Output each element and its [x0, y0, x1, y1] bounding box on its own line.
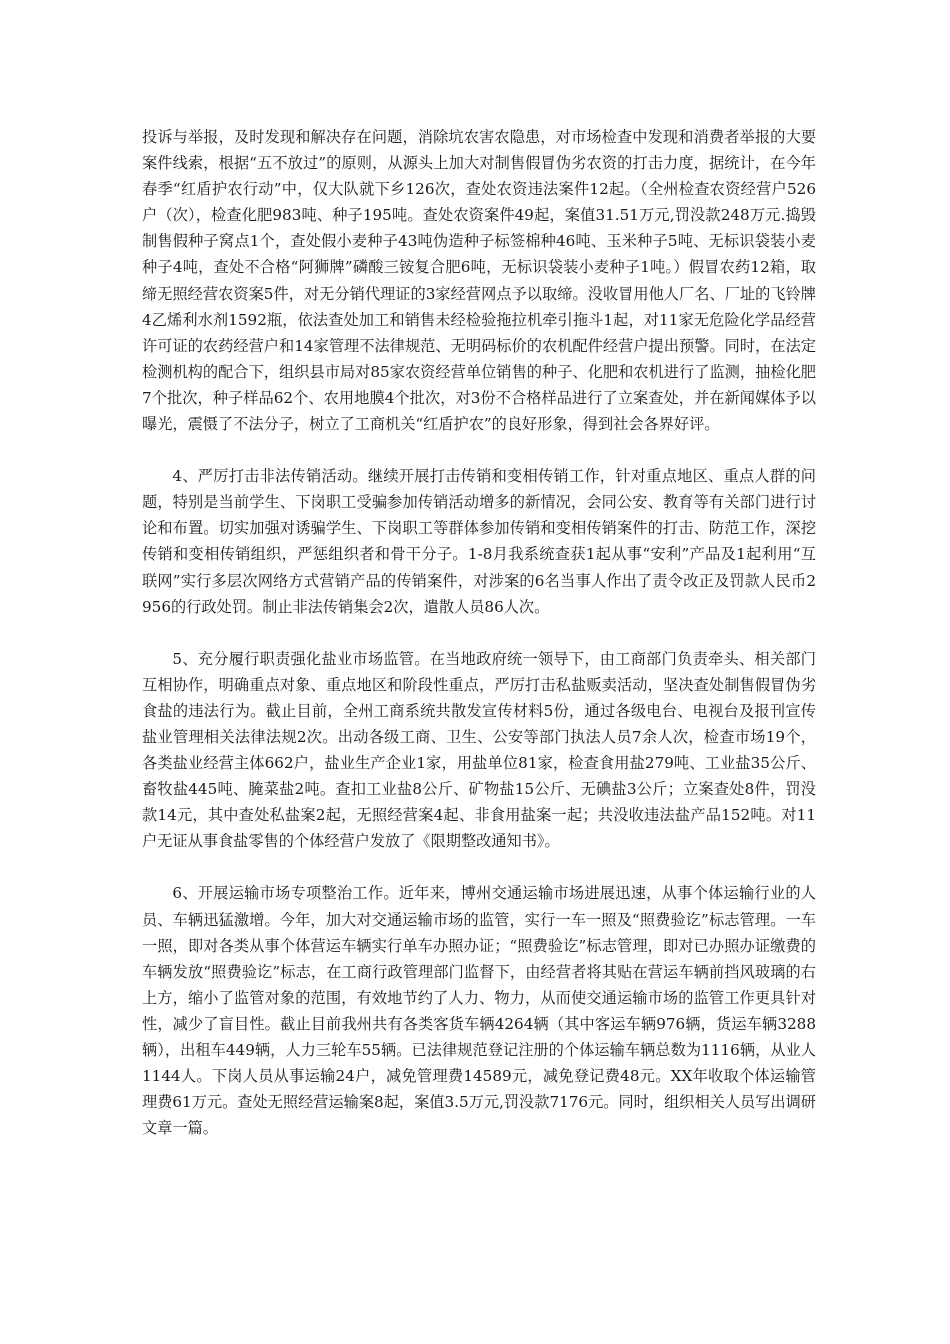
paragraph-item-5-salt-market: 5、充分履行职责强化盐业市场监管。在当地政府统一领导下，由工商部门负责牵头、相关部门互相协作，明确重点对象、重点地区和阶段性重点，严厉打击私盐贩卖活动，坚决查处制售假冒伪劣食盐的违法行为。截止目前，全州工商系统共散发宣传材料5份，通过各级电台、电视台及报刊宣传盐业管理相关法律法规2次。出动各级工商、卫生、公安等部门执法人员7余人次，检查市场19个，各类盐业经营主体662户，盐业生产企业1家，用盐单位81家，检查食用盐279吨、工业盐35公斤、畜牧盐445吨、腌菜盐2吨。查扣工业盐8公斤、矿物盐15公斤、无碘盐3公斤；立案查处8件，罚没款14元，其中查处私盐案2起，无照经营案4起、非食用盐案一起；共没收违法盐产品152吨。对11户无证从事食盐零售的个体经营户发放了《限期整改通知书》。 [142, 649, 816, 851]
document-body [142, 124, 816, 1141]
paragraph-item-4-pyramid-selling: 4、严厉打击非法传销活动。继续开展打击传销和变相传销工作，针对重点地区、重点人群的问题，特别是当前学生、下岗职工受骗参加传销活动增多的新情况，会同公安、教育等有关部门进行讨论和布置。切实加强对诱骗学生、下岗职工等群体参加传销和变相传销案件的打击、防范工作，深挖传销和变相传销组织，严惩组织者和骨干分子。1-8月我系统查获1起从事“安利”产品及1起利用“互联网”实行多层次网络方式营销产品的传销案件，对涉案的6名当事人作出了责令改正及罚款人民币2956的行政处罚。制止非法传销集会2次，遣散人员86人次。 [142, 467, 816, 616]
paragraph-continuation: 投诉与举报，及时发现和解决存在问题，消除坑农害农隐患，对市场检查中发现和消费者举报的大要案件线索，根据“五不放过”的原则，从源头上加大对制售假冒伪劣农资的打击力度，据统计，在今年春季“红盾护农行动”中，仅大队就下乡126次，查处农资违法案件12起。（全州检查农资经营户526户（次），检查化肥983吨、种子195吨。查处农资案件49起，案值31.51万元,罚没款248万元.捣毁制售假种子窝点1个，查处假小麦种子43吨伪造种子标签棉种46吨、玉米种子5吨、无标识袋装小麦种子4吨，查处不合格“阿狮牌”磷酸三铵复合肥6吨，无标识袋装小麦种子1吨。）假冒农药12箱，取缔无照经营农资案5件，对无分销代理证的3家经营网点予以取缔。没收冒用他人厂名、厂址的飞铃牌4乙烯利水剂1592瓶，依法查处加工和销售未经检验拖拉机牵引拖斗1起，对11家无危险化学品经营许可证的农药经营户和14家管理不法律规范、无明码标价的农机配件经营户提出预警。同时，在法定检测机构的配合下，组织县市局对85家农资经营单位销售的种子、化肥和农机进行了监测，抽检化肥7个批次，种子样品62个、农用地膜4个批次，对3份不合格样品进行了立案查处，并在新闻媒体予以曝光，震慑了不法分子，树立了工商机关“红盾护农”的良好形象，得到社会各界好评。 [142, 128, 816, 434]
paragraph-item-6-transport-market: 6、开展运输市场专项整治工作。近年来，博州交通运输市场进展迅速，从事个体运输行业的人员、车辆迅猛激增。今年，加大对交通运输市场的监管，实行一车一照及“照费验讫”标志管理。一车一照，即对各类从事个体营运车辆实行单车办照办证；“照费验讫”标志管理，即对已办照办证缴费的车辆发放“照费验讫”标志，在工商行政管理部门监督下，由经营者将其贴在营运车辆前挡风玻璃的右上方，缩小了监管对象的范围，有效地节约了人力、物力，从而使交通运输市场的监管工作更具针对性，减少了盲目性。截止目前我州共有各类客货车辆4264辆（其中客运车辆976辆，货运车辆3288辆），出租车449辆，人力三轮车55辆。已法律规范登记注册的个体运输车辆总数为1116辆，从业人1144人。下岗人员从事运输24户，减免管理费14589元，减免登记费48元。XX年收取个体运输管理费61万元。查处无照经营运输案8起，案值3.5万元,罚没款7176元。同时，组织相关人员写出调研文章一篇。 [142, 884, 816, 1138]
